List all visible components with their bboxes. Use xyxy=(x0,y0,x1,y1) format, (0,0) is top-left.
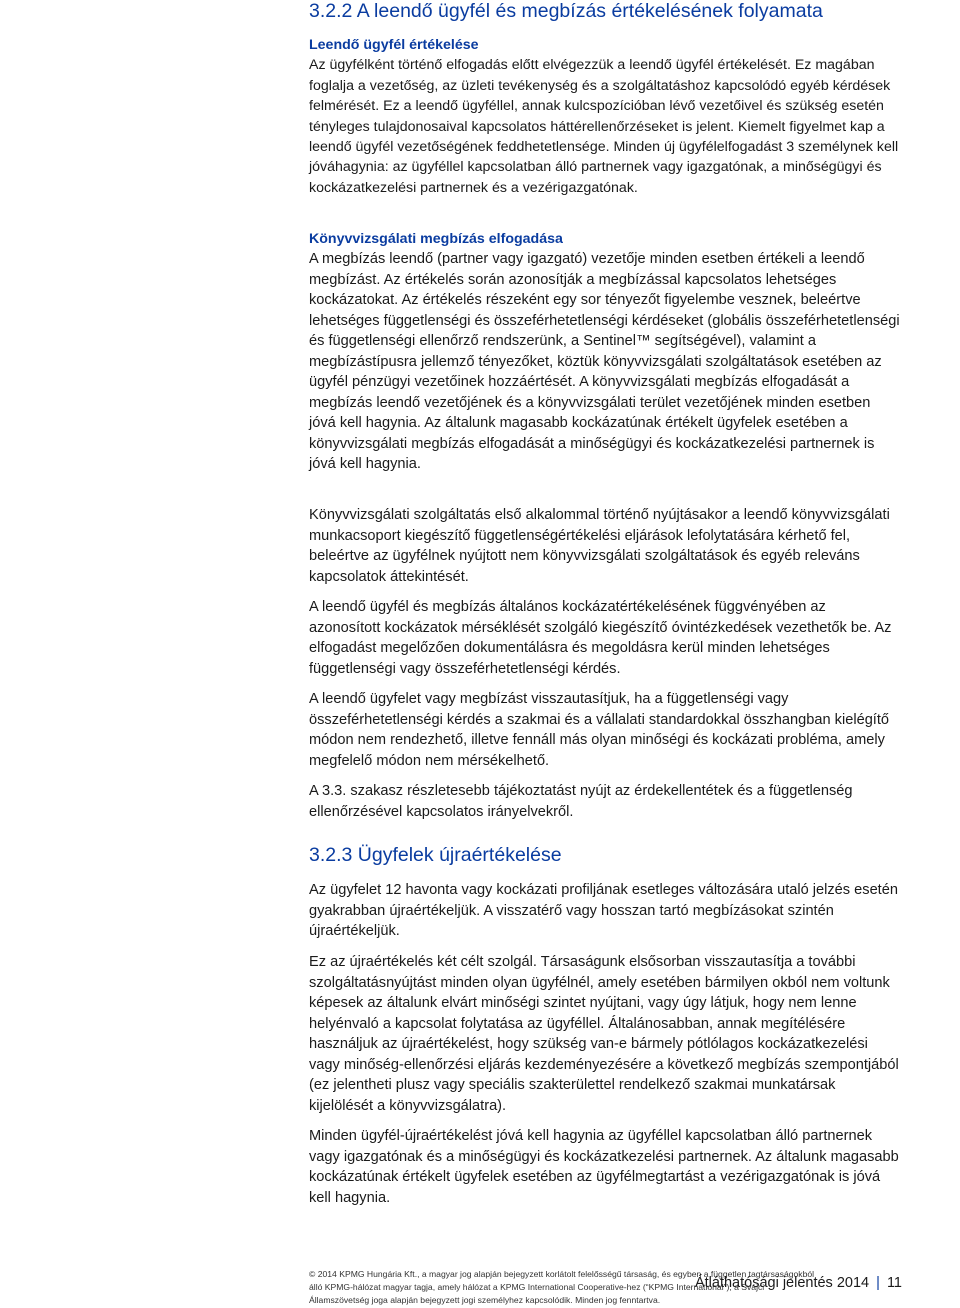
report-title: Átláthatósági jelentés 2014 xyxy=(694,1275,870,1291)
paragraph xyxy=(309,597,901,679)
paragraph xyxy=(309,880,901,942)
prospective-client-block xyxy=(309,35,901,198)
paragraph-text: Minden ügyfél-újraértékelést jóvá kell hagynia az ügyféllel kapcsolatban álló partnernek vagy igazgatónak és a minőségügyi és kockázatkezelési partnernek. Az általunk magasabb kockázatúnak értékelt ügyfelek esetében az ügyfélmegtartást a vezérigazgatónak is jóvá kell hagynia. xyxy=(309,1128,899,1206)
paragraph xyxy=(309,1126,901,1208)
block-text: A megbízás leendő (partner vagy igazgató) vezetője minden esetben értékeli a leendő megbízást. Az értékelés során azonosítják a megbízással kapcsolatos lehetséges kockázatokat. Az értékelés részeként egy sor tényezőt figyelembe vesznek, beleértve lehetséges függetlenségi és összeférhetetlenségi kérdéseket (globális összeférhetetlenségi és függetlenségi ellenőrző rendszerünk, a Sentinel™ segítségével), valamint a megbízástípusra jellemző tényezőket, köztük könyvvizsgálati szolgáltatások esetében az ügyfél pénzügyi vezetőinek hozzáértését. A könyvvizsgálati megbízás elfogadását a megbízás leendő vezetőjének és a könyvvizsgálati terület vezetőjének minden esetben jóvá kell hagynia. Az általunk magasabb kockázatúnak értékelt ügyfelek esetében a könyvvizsgálati megbízás elfogadását a minőségügyi és kockázatkezelési partnernek is jóvá kell hagynia. xyxy=(309,251,900,473)
paragraph-text: A leendő ügyfelet vagy megbízást visszautasítjuk, ha a függetlenségi vagy összeférhetetlenségi kérdés a szakmai és a vállalati standardokkal összhangban kielégítő módon nem rendezhető, illetve fennáll más olyan minőségi és kockázati probléma, amely megfelelő módon nem mérsékelhető. xyxy=(309,691,890,769)
paragraph-text: A 3.3. szakasz részletesebb tájékoztatást nyújt az érdekellentétek és a függetlenség ellenőrzésével kapcsolatos irányelvekről. xyxy=(309,783,853,820)
section-title: 3.2.2 A leendő ügyfél és megbízás értékelésének folyamata xyxy=(309,0,823,22)
block-heading: Könyvvizsgálati megbízás elfogadása xyxy=(309,231,563,247)
footer-legal-line: Államszövetség joga alapján bejegyzett jogi személyhez kapcsolódik. Minden jog fenntartva. xyxy=(309,1295,661,1305)
block-heading: Leendő ügyfél értékelése xyxy=(309,37,479,53)
page-number: 11 xyxy=(886,1275,902,1291)
paragraph-text: A leendő ügyfél és megbízás általános kockázatértékelésének függvényében az azonosított kockázatok mérséklését szolgáló kiegészítő óvintézkedések vezethetők be. Az elfogadást megelőzően dokumentálásra és megoldásra kerül minden lehetséges függetlenségi vagy összeférhetetlenségi kérdés. xyxy=(309,599,892,677)
footer-separator: | xyxy=(876,1275,880,1291)
paragraph-text: Az ügyfelet 12 havonta vagy kockázati profiljának esetleges változására utaló jelzés esetén gyakrabban újraértékeljük. A visszatérő vagy hosszan tartó megbízásokat szintén újraértékeljük. xyxy=(309,882,898,939)
paragraph xyxy=(309,781,901,822)
paragraph xyxy=(309,952,901,1116)
block-text: Az ügyfélként történő elfogadás előtt elvégezzük a leendő ügyfél értékelését. Ez magában foglalja a vezetőség, az üzleti tevékenység és a szolgáltatáshoz kapcsolódó egyéb kérdések felmérését. Ez a leendő ügyféllel, annak kulcspozícióban lévő vezetőivel és szükség esetén tényleges tulajdonosaival kapcsolatos háttérellenőrzéseket is jelent. Kiemelt figyelmet kap a leendő ügyfél vezetőségének feddhetetlensége. Minden új ügyfélelfogadást 3 személynek kell jóváhagynia: az ügyféllel kapcsolatban álló partnernek vagy igazgatónak, a minőségügyi és kockázatkezelési partnernek és a vezérigazgatónak. xyxy=(309,57,899,196)
paragraph xyxy=(309,689,901,771)
footer-legal-line: álló KPMG-hálózat magyar tagja, amely hálózat a KPMG International Cooperative-hez (“KPMG International”), a Svájci xyxy=(309,1282,765,1292)
section2-title: 3.2.3 Ügyfelek újraértékelése xyxy=(309,844,562,866)
audit-engagement-block xyxy=(309,229,901,475)
section2-title-wrap xyxy=(309,842,901,868)
paragraph xyxy=(309,505,901,587)
footer-report-info xyxy=(695,1275,902,1291)
paragraph-text: Ez az újraértékelés két célt szolgál. Társaságunk elsősorban visszautasítja a további szolgáltatásnyújtást minden olyan ügyfélnél, amely esetében bármilyen okból nem voltunk képesek az általunk elvárt minőségi szintet nyújtani, vagy úgy látjuk, hogy nem lenne helyénvaló a kapcsolat folytatása az ügyféllel. Általánosabban, annak megítélésére használjuk az újraértékelést, hogy szükség van-e bármely pótlólagos kockázatkezelési vagy minőség-ellenőrzési eljárás kezdeményezésére a következő megbízás szempontjából (ez jelentheti plusz vagy speciális szakterülettel rendelkező szakmai munkatársak kijelölését a könyvvizsgálatra). xyxy=(309,954,899,1114)
paragraph-text: Könyvvizsgálati szolgáltatás első alkalommal történő nyújtásakor a leendő könyvvizsgálati munkacsoport kiegészítő függetlenségértékelési eljárások lefolytatására kérhető fel, beleértve az ügyfélnek nyújtott nem könyvvizsgálati szolgáltatások és egyéb releváns kapcsolatok áttekintését. xyxy=(309,507,890,585)
footer-legal-line: © 2014 KPMG Hungária Kft., a magyar jog alapján bejegyzett korlátolt felelősségű társaság, és egyben a független tagtársaságokból xyxy=(309,1269,815,1279)
